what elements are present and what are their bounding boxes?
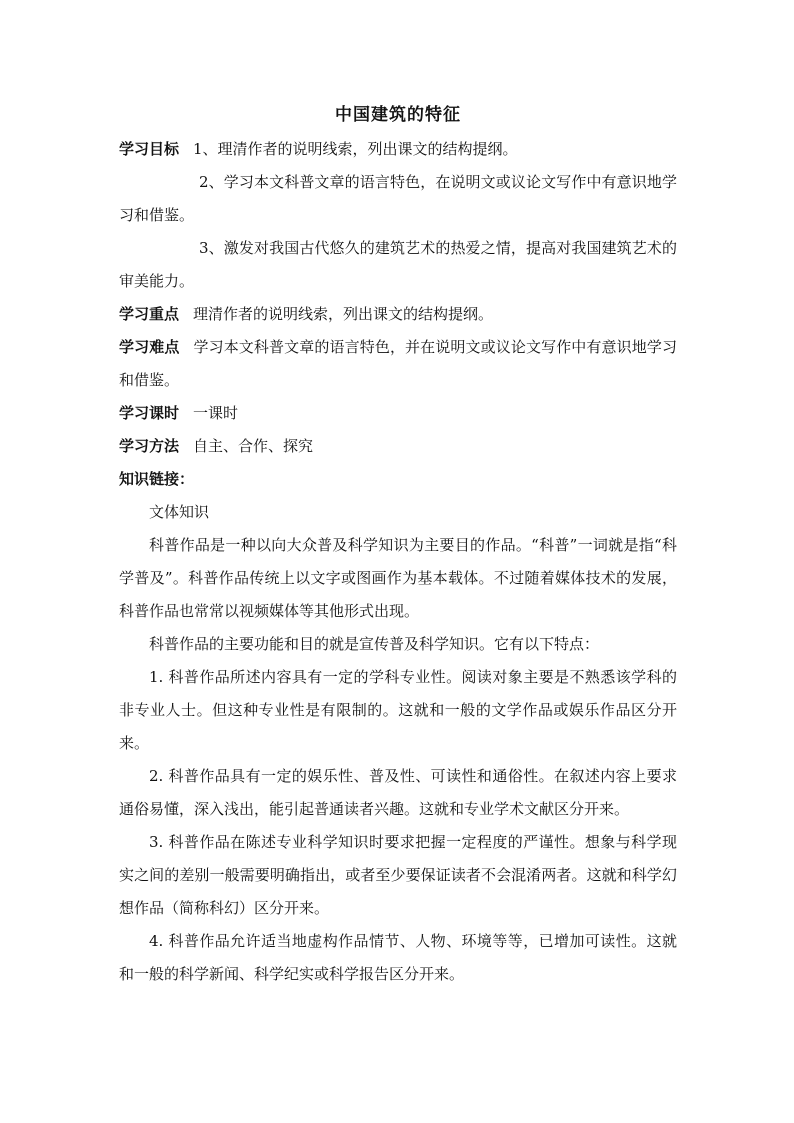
difficulty-text: 学习本文科普文章的语言特色，并在说明文或议论文写作中有意识地学习和借鉴。 [119, 338, 677, 389]
hours-row [119, 397, 677, 430]
goal-item-3: 3、激发对我国古代悠久的建筑艺术的热爱之情，提高对我国建筑艺术的审美能力。 [119, 239, 677, 290]
method-text: 自主、合作、探究 [193, 437, 314, 455]
genre-heading: 文体知识 [149, 503, 210, 521]
document-page [119, 100, 677, 991]
feature-item-1: 1. 科普作品所述内容具有一定的学科专业性。阅读对象主要是不熟悉该学科的非专业人士。但这种专业性是有限制的。这就和一般的文学作品或娱乐作品区分开来。 [119, 668, 677, 752]
goal-item-2: 2、学习本文科普文章的语言特色，在说明文或议论文写作中有意识地学习和借鉴。 [119, 173, 677, 224]
key-point-text: 理清作者的说明线索，列出课文的结构提纲。 [193, 305, 494, 323]
knowledge-link-heading: 知识链接： [119, 470, 195, 488]
hours-text: 一课时 [193, 404, 239, 422]
feature-item-4: 4. 科普作品允许适当地虚构作品情节、人物、环境等等，已增加可读性。这就和一般的科学新闻、科学纪实或科学报告区分开来。 [119, 932, 677, 983]
goals-line-1 [119, 133, 677, 166]
page-title: 中国建筑的特征 [335, 105, 461, 125]
genre-paragraph-2: 科普作品的主要功能和目的就是宣传普及科学知识。它有以下特点： [149, 635, 600, 653]
genre-paragraph-1: 科普作品是一种以向大众普及科学知识为主要目的作品。“科普”一词就是指“科学普及”。科普作品传统上以文字或图画作为基本载体。不过随着媒体技术的发展，科普作品也常常以视频媒体等其他形式出现。 [119, 536, 677, 620]
goals-label: 学习目标 [119, 140, 180, 158]
difficulty-label: 学习难点 [119, 338, 180, 356]
hours-label: 学习课时 [119, 404, 180, 422]
method-label: 学习方法 [119, 437, 180, 455]
goal-item-1: 1、理清作者的说明线索，列出课文的结构提纲。 [193, 140, 518, 158]
feature-item-3: 3. 科普作品在陈述专业科学知识时要求把握一定程度的严谨性。想象与科学现实之间的差别一般需要明确指出，或者至少要保证读者不会混淆两者。这就和科学幻想作品（简称科幻）区分开来。 [119, 833, 677, 917]
difficulty-row [119, 331, 677, 397]
feature-item-2: 2. 科普作品具有一定的娱乐性、普及性、可读性和通俗性。在叙述内容上要求通俗易懂，深入浅出，能引起普通读者兴趣。这就和专业学术文献区分开来。 [119, 767, 677, 818]
key-point-row [119, 298, 677, 331]
method-row [119, 430, 677, 463]
key-point-label: 学习重点 [119, 305, 180, 323]
